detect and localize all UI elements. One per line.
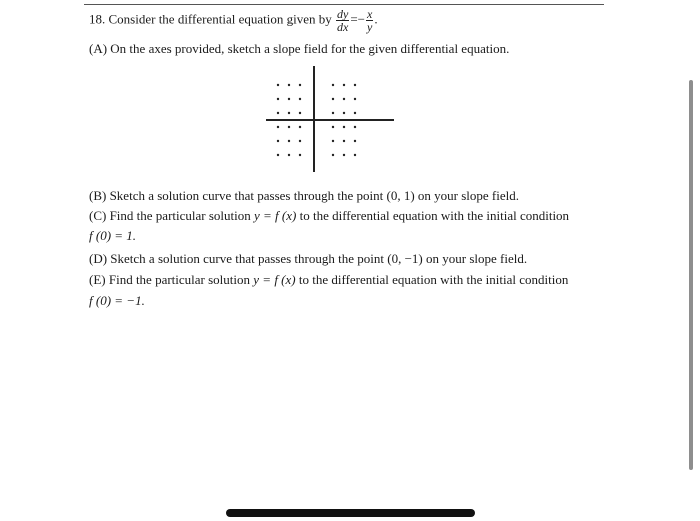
slope-field-dot xyxy=(343,98,345,100)
slope-field-dot xyxy=(354,154,356,156)
ratio-fraction: $\frac{x}{y}$ xyxy=(367,7,373,34)
equals-sign: = xyxy=(350,11,358,27)
slope-field-dot xyxy=(343,126,345,128)
top-rule xyxy=(84,4,604,5)
slope-field-dot xyxy=(277,154,279,156)
slope-field-dot xyxy=(277,98,279,100)
slope-field-dot xyxy=(354,98,356,100)
part-c-text: (C) Find the particular solution xyxy=(89,208,251,223)
slope-field-dot xyxy=(332,154,334,156)
slope-field-dot xyxy=(343,154,345,156)
part-d-text-2: on your slope field. xyxy=(425,251,528,266)
slope-field-dot xyxy=(299,98,301,100)
part-e-line xyxy=(89,272,568,288)
slope-field-dot xyxy=(277,112,279,114)
slope-field-dot xyxy=(288,154,290,156)
slope-field-dots xyxy=(266,66,394,172)
slope-field-dot xyxy=(332,126,334,128)
part-d-line xyxy=(89,251,527,267)
part-d-point: (0, −1) xyxy=(387,251,423,266)
slope-field-dot xyxy=(354,112,356,114)
part-c-text-2: to the differential equation with the initial condition xyxy=(299,208,570,223)
question-intro-line xyxy=(89,8,378,33)
part-e-text-2: to the differential equation with the initial condition xyxy=(298,272,569,287)
part-c-function: y = f (x) xyxy=(254,208,297,223)
slope-field-dot xyxy=(343,112,345,114)
slope-field-dot xyxy=(354,126,356,128)
period: . xyxy=(374,11,378,27)
part-d-text: (D) Sketch a solution curve that passes through the point xyxy=(89,251,384,266)
slope-field-axes xyxy=(266,64,394,174)
home-indicator[interactable] xyxy=(226,509,475,517)
slope-field-dot xyxy=(343,84,345,86)
slope-field-dot xyxy=(354,140,356,142)
slope-field-dot xyxy=(332,84,334,86)
slope-field-dot xyxy=(299,140,301,142)
scrollbar[interactable] xyxy=(689,80,693,470)
slope-field-dot xyxy=(332,112,334,114)
slope-field-dot xyxy=(277,126,279,128)
minus-sign: − xyxy=(357,11,365,27)
part-e-function: y = f (x) xyxy=(253,272,296,287)
slope-field-dot xyxy=(299,154,301,156)
part-e-text: (E) Find the particular solution xyxy=(89,272,251,287)
slope-field-dot xyxy=(288,98,290,100)
part-a: (A) On the axes provided, sketch a slope field for the given differential equation. xyxy=(89,41,510,56)
slope-field-dot xyxy=(288,140,290,142)
part-e-initial-condition: f (0) = −1. xyxy=(89,293,145,308)
slope-field-dot xyxy=(277,140,279,142)
part-c-initial-condition: f (0) = 1. xyxy=(89,228,137,243)
slope-field-dot xyxy=(277,84,279,86)
slope-field-dot xyxy=(299,112,301,114)
slope-field-dot xyxy=(332,98,334,100)
slope-field-dot xyxy=(343,140,345,142)
derivative-fraction: $\frac{dy}{dx}$ xyxy=(336,7,349,34)
slope-field-dot xyxy=(299,84,301,86)
slope-field-dot xyxy=(332,140,334,142)
slope-field-dot xyxy=(299,126,301,128)
slope-field-dot xyxy=(288,126,290,128)
part-b: (B) Sketch a solution curve that passes through the point (0, 1) on your slope field. xyxy=(89,188,520,203)
part-c-line xyxy=(89,208,569,224)
slope-field-dot xyxy=(354,84,356,86)
question-intro: 18. Consider the differential equation given by xyxy=(89,11,332,27)
slope-field-dot xyxy=(288,84,290,86)
slope-field-dot xyxy=(288,112,290,114)
